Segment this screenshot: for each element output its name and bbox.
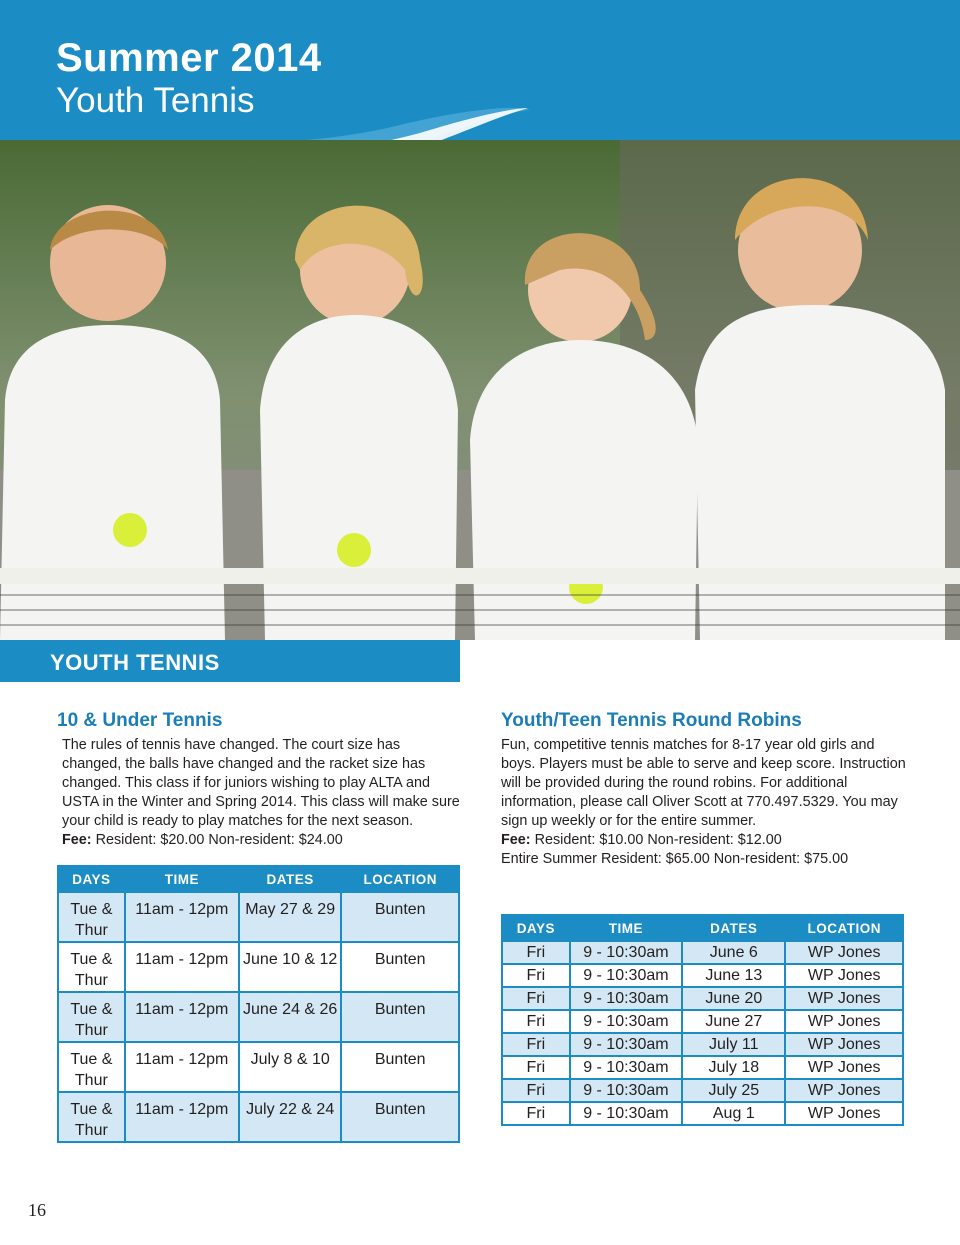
table-row [502,1010,903,1033]
table-cell: Fri [502,1010,570,1033]
fee-label: Fee: [501,832,531,848]
table-cell: Fri [502,1102,570,1125]
table-cell: WP Jones [785,987,903,1010]
schedule-table-round-robins [501,914,904,1126]
table-cell: June 13 [682,964,785,987]
column-header: TIME [570,915,682,941]
table-cell: Fri [502,1033,570,1056]
table-cell: June 6 [682,941,785,964]
section-title: YOUTH TENNIS [50,650,220,675]
table-cell: June 24 & 26 [239,992,341,1042]
table-cell: 9 - 10:30am [570,1033,682,1056]
table-cell: July 11 [682,1033,785,1056]
program-10-under [57,710,462,850]
table-cell: July 22 & 24 [239,1092,341,1142]
table-cell: June 20 [682,987,785,1010]
table-cell: 11am - 12pm [125,992,239,1042]
table-row [58,1092,459,1142]
table-cell: Fri [502,1079,570,1102]
table-cell: Bunten [341,892,459,942]
fee-label: Fee: [62,832,92,848]
table-cell: May 27 & 29 [239,892,341,942]
fee-text-summer: Entire Summer Resident: $65.00 Non-resident: $75.00 [501,851,849,867]
column-header: DAYS [58,866,125,892]
page-subtitle: Youth Tennis [56,81,255,120]
table-cell: Fri [502,941,570,964]
table-cell: 9 - 10:30am [570,941,682,964]
schedule-table-10-under [57,865,460,1143]
table-cell: Bunten [341,942,459,992]
program-heading: Youth/Teen Tennis Round Robins [501,710,802,731]
program-heading: 10 & Under Tennis [57,710,223,731]
table-row [58,1042,459,1092]
fee-text: Resident: $20.00 Non-resident: $24.00 [95,832,343,848]
column-header: LOCATION [785,915,903,941]
program-description-text: The rules of tennis have changed. The court size has changed, the balls have changed and the racket size has changed. This class if for juniors wishing to play ALTA and USTA in the Winter and Spring 2014. This class will make sure your child is ready to play matches for the next season. [62,737,460,829]
kids-tennis-photo [0,140,960,640]
page-number: 16 [28,1200,46,1220]
table-row [58,892,459,942]
table-cell: June 27 [682,1010,785,1033]
table-row [502,1102,903,1125]
table-cell: Fri [502,987,570,1010]
table-cell: WP Jones [785,1102,903,1125]
column-header: DATES [682,915,785,941]
page-title: Summer 2014 [56,36,322,80]
table-row [502,964,903,987]
column-header: TIME [125,866,239,892]
table-cell: 9 - 10:30am [570,1102,682,1125]
fee-text: Resident: $10.00 Non-resident: $12.00 [534,832,782,848]
table-cell: Bunten [341,992,459,1042]
table-cell: WP Jones [785,1056,903,1079]
table-cell: July 25 [682,1079,785,1102]
table-cell: WP Jones [785,1010,903,1033]
table-cell: 11am - 12pm [125,892,239,942]
program-round-robins [501,710,911,869]
table-header-row [58,866,459,892]
table-cell: Fri [502,1056,570,1079]
table-cell: June 10 & 12 [239,942,341,992]
table-cell: July 18 [682,1056,785,1079]
column-header: DATES [239,866,341,892]
table-cell: 9 - 10:30am [570,987,682,1010]
program-description [57,736,462,850]
table-row [502,1033,903,1056]
table-row [58,992,459,1042]
table-cell: Bunten [341,1092,459,1142]
table-cell: Aug 1 [682,1102,785,1125]
table-cell: 9 - 10:30am [570,1010,682,1033]
table-cell: Bunten [341,1042,459,1092]
table-cell: 11am - 12pm [125,942,239,992]
table-cell: WP Jones [785,1079,903,1102]
table-cell: WP Jones [785,941,903,964]
table-cell: Tue & Thur [58,942,125,992]
section-header-bar [0,640,460,682]
column-header: LOCATION [341,866,459,892]
table-cell: WP Jones [785,1033,903,1056]
table-cell: WP Jones [785,964,903,987]
table-row [502,1079,903,1102]
program-description [501,736,911,869]
table-cell: 11am - 12pm [125,1092,239,1142]
table-cell: Fri [502,964,570,987]
table-cell: Tue & Thur [58,992,125,1042]
program-description-text: Fun, competitive tennis matches for 8-17 year old girls and boys. Players must be able to serve and keep score. Instruction will be provided during the round robins. For additional information, please call Oliver Scott at 770.497.5329. You may sign up weekly or for the entire summer. [501,737,906,829]
table-cell: Tue & Thur [58,1042,125,1092]
column-header: DAYS [502,915,570,941]
table-cell: 9 - 10:30am [570,964,682,987]
table-row [502,987,903,1010]
table-row [502,941,903,964]
table-row [502,1056,903,1079]
table-cell: 9 - 10:30am [570,1056,682,1079]
table-cell: 9 - 10:30am [570,1079,682,1102]
table-header-row [502,915,903,941]
table-row [58,942,459,992]
table-cell: Tue & Thur [58,892,125,942]
table-cell: Tue & Thur [58,1092,125,1142]
table-cell: 11am - 12pm [125,1042,239,1092]
table-cell: July 8 & 10 [239,1042,341,1092]
